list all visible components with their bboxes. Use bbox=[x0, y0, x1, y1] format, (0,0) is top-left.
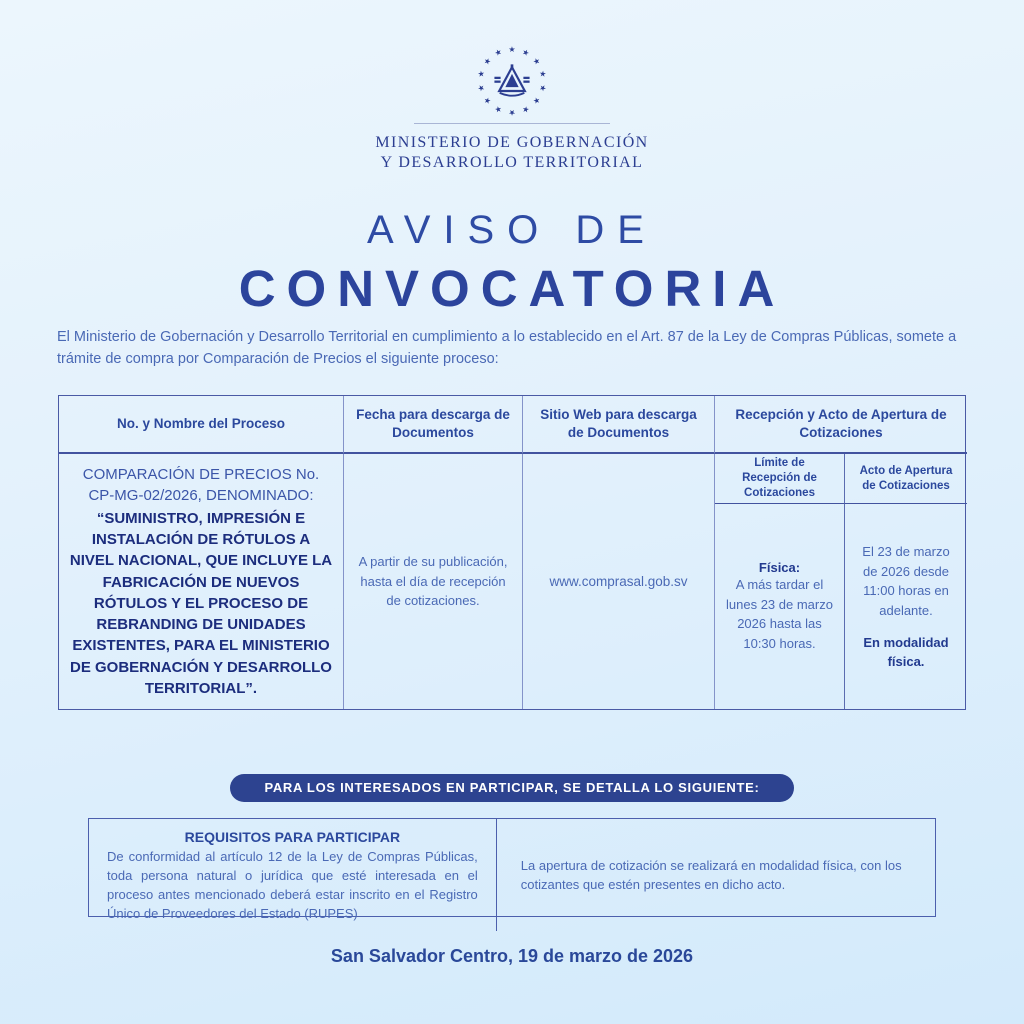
header bbox=[0, 45, 1024, 173]
process-title: “SUMINISTRO, IMPRESIÓN E INSTALACIÓN DE RÓTULOS A NIVEL NACIONAL, QUE INCLUYE LA FABRICACIÓN DE NUEVOS RÓTULOS Y EL PROCESO DE REBRANDING DE UNIDADES EXISTENTES, PARA EL MINISTERIO DE GOBERNACIÓN Y DESARROLLO TERRITORIAL”. bbox=[69, 509, 333, 698]
ring-star-icon: ★ bbox=[493, 47, 504, 59]
opening-detail: El 23 de marzo de 2026 desde 11:00 horas en adelante. bbox=[862, 544, 950, 618]
col-header-process: No. y Nombre del Proceso bbox=[59, 396, 344, 454]
el-salvador-emblem-icon bbox=[493, 62, 531, 100]
coat-of-arms-icon bbox=[476, 45, 548, 117]
cell-download-date bbox=[344, 454, 523, 709]
subcol-header-reception-limit: Límite de Recepción de Cotizaciones bbox=[715, 454, 845, 504]
col-header-reception: Recepción y Acto de Apertura de Cotizaciones bbox=[715, 396, 967, 454]
ring-star-icon: ★ bbox=[520, 47, 531, 59]
dateline: San Salvador Centro, 19 de marzo de 2026 bbox=[330, 946, 694, 966]
subcol-header-opening-act: Acto de Apertura de Cotizaciones bbox=[845, 454, 967, 504]
cell-website bbox=[523, 454, 715, 709]
reception-mode-label: Física: bbox=[758, 560, 801, 575]
opening-modality-text: La apertura de cotización se realizará en modalidad física, con los cotizantes que estén presentes en dicho acto. bbox=[520, 857, 902, 893]
details-box bbox=[88, 818, 936, 921]
ring-star-icon: ★ bbox=[476, 69, 487, 79]
opening-cell bbox=[497, 819, 935, 931]
cell-reception-limit bbox=[715, 504, 845, 709]
reception-detail: A más tardar el lunes 23 de marzo 2026 hasta las 10:30 horas. bbox=[726, 577, 833, 651]
process-table bbox=[58, 395, 966, 710]
col-header-download-date: Fecha para descarga de Documentos bbox=[344, 396, 523, 454]
intro-paragraph: El Ministerio de Gobernación y Desarrollo Territorial en cumplimiento a lo establecido en el Art. 87 de la Ley de Compras Públicas, somete a trámite de compra por Comparación de Precios el siguiente proceso: bbox=[57, 329, 957, 367]
website-url: www.comprasal.gob.sv bbox=[549, 574, 688, 589]
page-title bbox=[0, 208, 1024, 318]
cell-process-name bbox=[59, 454, 344, 709]
ring-star-icon: ★ bbox=[508, 45, 516, 54]
title-line-convocatoria: CONVOCATORIA bbox=[238, 260, 786, 317]
title-line-aviso: AVISO DE bbox=[367, 208, 657, 252]
ring-star-icon: ★ bbox=[508, 108, 516, 117]
ministry-name-line1: MINISTERIO DE GOBERNACIÓN bbox=[375, 134, 649, 151]
ring-star-icon: ★ bbox=[493, 103, 504, 115]
ministry-name bbox=[0, 133, 1024, 173]
col-header-website: Sitio Web para descarga de Documentos bbox=[523, 396, 715, 454]
requirements-cell bbox=[89, 819, 497, 931]
participants-banner: PARA LOS INTERESADOS EN PARTICIPAR, SE DETALLA LO SIGUIENTE: bbox=[230, 774, 793, 802]
logo-divider bbox=[414, 123, 610, 124]
banner-row bbox=[0, 774, 1024, 802]
ring-star-icon: ★ bbox=[520, 103, 531, 115]
ring-star-icon: ★ bbox=[530, 55, 543, 67]
ring-star-icon: ★ bbox=[537, 83, 548, 93]
ring-star-icon: ★ bbox=[537, 69, 548, 79]
process-number: COMPARACIÓN DE PRECIOS No. CP-MG-02/2026, DENOMINADO: bbox=[82, 465, 320, 504]
opening-mode: En modalidad física. bbox=[863, 635, 949, 669]
cell-opening-act bbox=[845, 504, 967, 709]
ring-star-icon: ★ bbox=[481, 95, 494, 107]
download-date-text: A partir de su publicación, hasta el día de recepción de cotizaciones. bbox=[358, 554, 508, 609]
ring-star-icon: ★ bbox=[481, 55, 494, 67]
ring-star-icon: ★ bbox=[530, 95, 543, 107]
ring-star-icon: ★ bbox=[476, 83, 487, 93]
requirements-title: REQUISITOS PARA PARTICIPAR bbox=[184, 829, 401, 845]
ministry-name-line2: Y DESARROLLO TERRITORIAL bbox=[380, 154, 644, 171]
requirements-text: De conformidad al artículo 12 de la Ley de Compras Públicas, toda persona natural o jurídica que esté interesada en el proceso antes mencionado deberá estar inscrito en el Registro Único de Proveedores del Estado (RUPES) bbox=[107, 849, 478, 921]
